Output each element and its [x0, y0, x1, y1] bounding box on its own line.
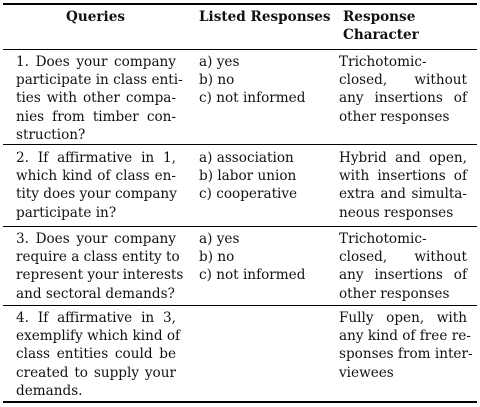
- row-2-query: [16, 149, 176, 222]
- row-1-rule: [3, 144, 477, 145]
- row-1-query-line: ties with other compa-: [16, 90, 176, 107]
- row-1-query: [16, 53, 183, 144]
- row-3-response: a) yes: [199, 231, 240, 247]
- header-response-character-line1: Response: [343, 9, 416, 25]
- row-2-rule: [3, 226, 477, 227]
- header-response-character: [343, 8, 419, 44]
- row-1-query-line: struction?: [16, 126, 86, 143]
- row-3-character-line: closed, without: [339, 249, 467, 266]
- row-3-responses: [199, 230, 325, 285]
- row-1-character-line: any insertions of: [339, 90, 467, 107]
- row-3-query-line: represent your interests: [16, 267, 184, 284]
- row-2-character: [339, 149, 467, 222]
- row-1-response: c) not informed: [199, 90, 306, 107]
- row-3-character: [339, 230, 467, 303]
- row-2-character-line: Hybrid and open,: [339, 150, 467, 166]
- row-1-character-line: closed, without: [339, 72, 467, 89]
- row-4-character: [339, 309, 473, 382]
- row-2-query-line: 2. If affirmative in 1,: [16, 150, 176, 166]
- row-3-query-line: require a class entity to: [16, 249, 180, 266]
- row-4-character-line: Fully open, with: [339, 310, 467, 326]
- row-2-responses: [199, 149, 325, 204]
- row-1-character: [339, 53, 467, 126]
- row-1-character-line: Trichotomic-: [339, 54, 427, 70]
- row-4-query-line: 4. If affirmative in 3,: [16, 310, 176, 326]
- row-4-query-line: exemplify which kind of: [16, 328, 181, 345]
- row-1-query-line: participate in class enti-: [16, 72, 183, 89]
- row-2-character-line: extra and simulta-: [339, 186, 467, 203]
- row-4-query: [16, 309, 181, 400]
- row-3-rule: [3, 305, 477, 306]
- row-3-query: [16, 230, 184, 303]
- row-4-character-line: sponses from inter-: [339, 346, 473, 363]
- row-4-query-line: class entities could be: [16, 346, 176, 363]
- row-2-query-line: which kind of class en-: [16, 168, 176, 185]
- row-2-query-line: participate in?: [16, 204, 117, 221]
- row-2-response: c) cooperative: [199, 186, 298, 203]
- row-2-response: a) association: [199, 150, 294, 166]
- row-3-query-line: 3. Does your company: [16, 231, 176, 247]
- row-3-query-line: and sectoral demands?: [16, 285, 175, 302]
- header-queries: Queries: [66, 9, 126, 25]
- row-4-character-line: any kind of free re-: [339, 328, 471, 345]
- row-3-character-line: Trichotomic-: [339, 231, 427, 247]
- row-2-character-line: neous responses: [339, 204, 454, 221]
- row-4-query-line: demands.: [16, 382, 83, 399]
- row-1-response: a) yes: [199, 54, 240, 70]
- row-3-response: b) no: [199, 249, 235, 266]
- row-1-character-line: other responses: [339, 108, 450, 125]
- header-listed-responses: Listed Responses: [199, 9, 331, 25]
- row-3-response: c) not informed: [199, 267, 306, 284]
- bottom-rule: [3, 401, 477, 403]
- top-rule: [3, 3, 477, 5]
- row-2-character-line: with insertions of: [339, 168, 467, 185]
- header-response-character-line2: Character: [343, 27, 419, 44]
- row-1-query-line: 1. Does your company: [16, 54, 176, 70]
- row-1-responses: [199, 53, 325, 108]
- row-4-character-line: viewees: [339, 364, 394, 381]
- row-3-character-line: other responses: [339, 285, 450, 302]
- row-2-query-line: tity does your company: [16, 186, 177, 203]
- row-1-response: b) no: [199, 72, 235, 89]
- header-rule: [3, 49, 477, 50]
- row-2-response: b) labor union: [199, 168, 297, 185]
- row-4-query-line: created to supply your: [16, 364, 176, 381]
- row-1-query-line: nies from timber con-: [16, 108, 176, 125]
- row-3-character-line: any insertions of: [339, 267, 467, 284]
